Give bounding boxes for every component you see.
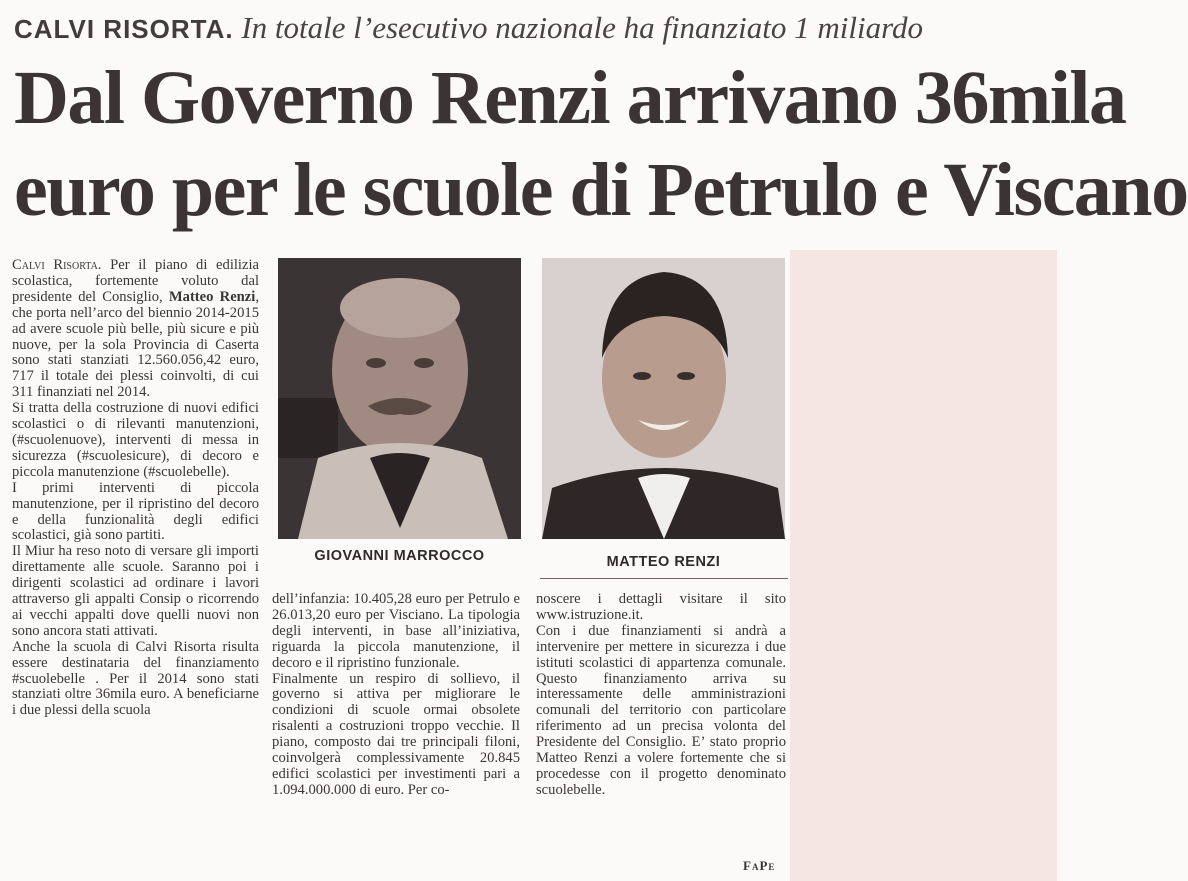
headline-line-1: Dal Governo Renzi arrivano 36mila <box>14 56 1126 140</box>
photo-caption: GIOVANNI MARROCCO <box>314 548 485 564</box>
headline-line-2: euro per le scuole di Petrulo e Viscano <box>14 148 1188 232</box>
kicker-place: CALVI RISORTA. <box>14 14 234 44</box>
article-paragraph <box>12 258 259 401</box>
article-paragraph: noscere i dettagli visitare il sito www.istruzione.it. <box>536 591 786 623</box>
person-name: Matteo Renzi <box>168 288 256 305</box>
photo-caption: MATTEO RENZI <box>606 554 721 570</box>
article-paragraph: Finalmente un respiro di sollievo, il governo si attiva per migliorare le condizioni di scuole ormai obsolete risalenti a costruzioni troppo vecchie. Il piano, composto dai tre principali filoni, coinvolgerà complessivamente 20.845 edifici scolastici per investimenti pari a 1.094.000.000 di euro. Per co- <box>272 670 520 798</box>
headline <box>14 52 1188 236</box>
article-paragraph: Anche la scuola di Calvi Risorta risulta essere destinataria del finanziamento #scuolebelle . Per il 2014 sono stati stanziati oltre 36mila euro. A beneficiarne i due plessi della scuola <box>12 638 259 719</box>
portrait-image <box>542 258 785 539</box>
portrait-image <box>278 258 521 539</box>
article-paragraph: dell’infanzia: 10.405,28 euro per Petrulo e 26.013,20 euro per Visciano. La tipologia degli interventi, in base all’iniziativa, riguarda la piccola manutenzione, il decoro e il ripristino funzionale. <box>272 591 520 671</box>
article-column-1 <box>12 258 259 719</box>
kicker-line <box>14 6 1054 51</box>
author-signature: FaPe <box>743 858 776 873</box>
dateline: Calvi Risorta. <box>12 257 102 273</box>
article-paragraph: Si tratta della costruzione di nuovi edifici scolastici o di rilevanti manutenzioni, (#scuolenuove), interventi di messa in sicurezza (#scuolesicure), di decoro e piccola manutenzione (#scuolebelle). <box>12 400 259 480</box>
article-paragraph: Con i due finanziamenti si andrà a intervenire per mettere in sicurezza i due istituti scolastici di appartenza comunale. Questo finanziamento arriva su interessamente delle amministrazioni comunali del territorio con particolare riferimento ad un precisa volonta del Presidente del Consiglio. E’ stato proprio Matteo Renzi a volere fortemente che si procedesse con il progetto denominato scuolebelle. <box>536 622 786 798</box>
background-area <box>790 250 1057 881</box>
article-paragraph: I primi interventi di piccola manutenzione, per il ripristino del decoro e della funzionalità degli edifici scolastici, già sono partiti. <box>12 479 259 544</box>
article-column-2 <box>272 592 520 799</box>
photo-matteo-renzi <box>542 258 785 539</box>
article-paragraph: Il Miur ha reso noto di versare gli importi direttamente alle scuole. Saranno poi i dirigenti scolastici ad ordinare i lavori attraverso gli appalti Consip o ricorrendo ai vecchi appalti dove quelli nuovi non sono ancora stati attivati. <box>12 543 259 639</box>
photo-giovanni-marrocco <box>278 258 521 539</box>
caption-divider <box>540 578 788 579</box>
article-text: , che porta nell’arco del biennio 2014-2015 ad avere scuole più belle, più sicure e più nuove, per la sola Provincia di Caserta sono stati stanziati 12.560.056,42 euro, 717 il totale dei plessi coinvolti, di cui 311 finanziati nel 2014. <box>12 288 259 401</box>
article-text: Per il piano di edilizia scolastica, fortemente voluto dal presidente del Consiglio, <box>12 257 259 305</box>
article-column-3 <box>536 592 786 799</box>
kicker-subtitle: In totale l’esecutivo nazionale ha finanziato 1 miliardo <box>241 10 923 45</box>
